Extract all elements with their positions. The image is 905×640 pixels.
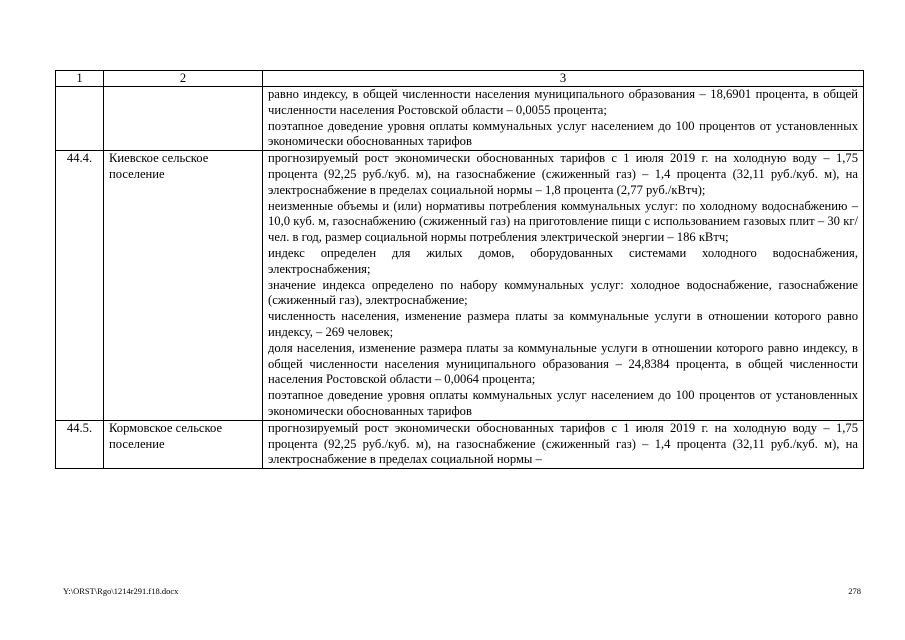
table-header-row <box>56 71 864 87</box>
row-number <box>56 87 104 151</box>
row-paragraph: поэтапное доведение уровня оплаты коммунальных услуг населением до 100 процентов от установленных экономически обоснованных тарифов <box>268 118 858 149</box>
row-name: Кормовское сельское поселение <box>104 420 263 468</box>
row-paragraph: прогнозируемый рост экономически обоснованных тарифов с 1 июля 2019 г. на холодную воду – 1,75 процента (92,25 руб./куб. м), на газоснабжение (сжиженный газ) – 1,4 процента (32,11 руб./куб. м), на электроснабжение в пределах социальной нормы – <box>268 420 858 467</box>
row-paragraph: неизменные объемы и (или) нормативы потребления коммунальных услуг: по холодному водоснабжению – 10,0 куб. м, газоснабжению (сжиженный газ) на приготовление пищи с использованием газовых плит – 30 кг/чел. в год, размер социальной нормы потребления электрической энергии – 186 кВтч; <box>268 198 858 245</box>
table-row <box>56 151 864 421</box>
page-footer <box>63 586 861 596</box>
row-number: 44.5. <box>56 420 104 468</box>
table-row <box>56 420 864 468</box>
row-paragraph: доля населения, изменение размера платы за коммунальные услуги в отношении которого равно индексу, в общей численности населения муниципального образования – 24,8384 процента, в общей численности населения Ростовской области – 0,0064 процента; <box>268 340 858 387</box>
file-path: Y:\ORST\Rgo\1214r291.f18.docx <box>63 586 179 596</box>
tariff-table <box>55 70 864 469</box>
row-paragraph: численность населения, изменение размера платы за коммунальные услуги в отношении которого равно индексу, – 269 человек; <box>268 309 858 339</box>
row-paragraph: прогнозируемый рост экономически обоснованных тарифов с 1 июля 2019 г. на холодную воду – 1,75 процента (92,25 руб./куб. м), на газоснабжение (сжиженный газ) – 1,4 процента (32,11 руб./куб. м), на электроснабжение в пределах социальной нормы – 1,8 процента (2,77 руб./кВтч); <box>268 151 858 197</box>
row-description <box>263 87 864 151</box>
row-paragraph: индекс определен для жилых домов, оборудованных системами холодного водоснабжения, электроснабжения; <box>268 245 858 276</box>
row-name <box>104 87 263 151</box>
row-name: Киевское сельское поселение <box>104 151 263 421</box>
header-col-1: 1 <box>56 71 104 87</box>
row-paragraph: значение индекса определено по набору коммунальных услуг: холодное водоснабжение, газоснабжение (сжиженный газ), электроснабжение; <box>268 277 858 308</box>
row-paragraph: поэтапное доведение уровня оплаты коммунальных услуг населением до 100 процентов от установленных экономически обоснованных тарифов <box>268 388 858 418</box>
page-number: 278 <box>848 586 861 596</box>
header-col-3: 3 <box>263 71 864 87</box>
header-col-2: 2 <box>104 71 263 87</box>
row-description <box>263 420 864 468</box>
table-row <box>56 87 864 151</box>
row-number: 44.4. <box>56 151 104 421</box>
row-paragraph: равно индексу, в общей численности населения муниципального образования – 18,6901 процента, в общей численности населения Ростовской области – 0,0055 процента; <box>268 87 858 117</box>
row-description <box>263 151 864 421</box>
